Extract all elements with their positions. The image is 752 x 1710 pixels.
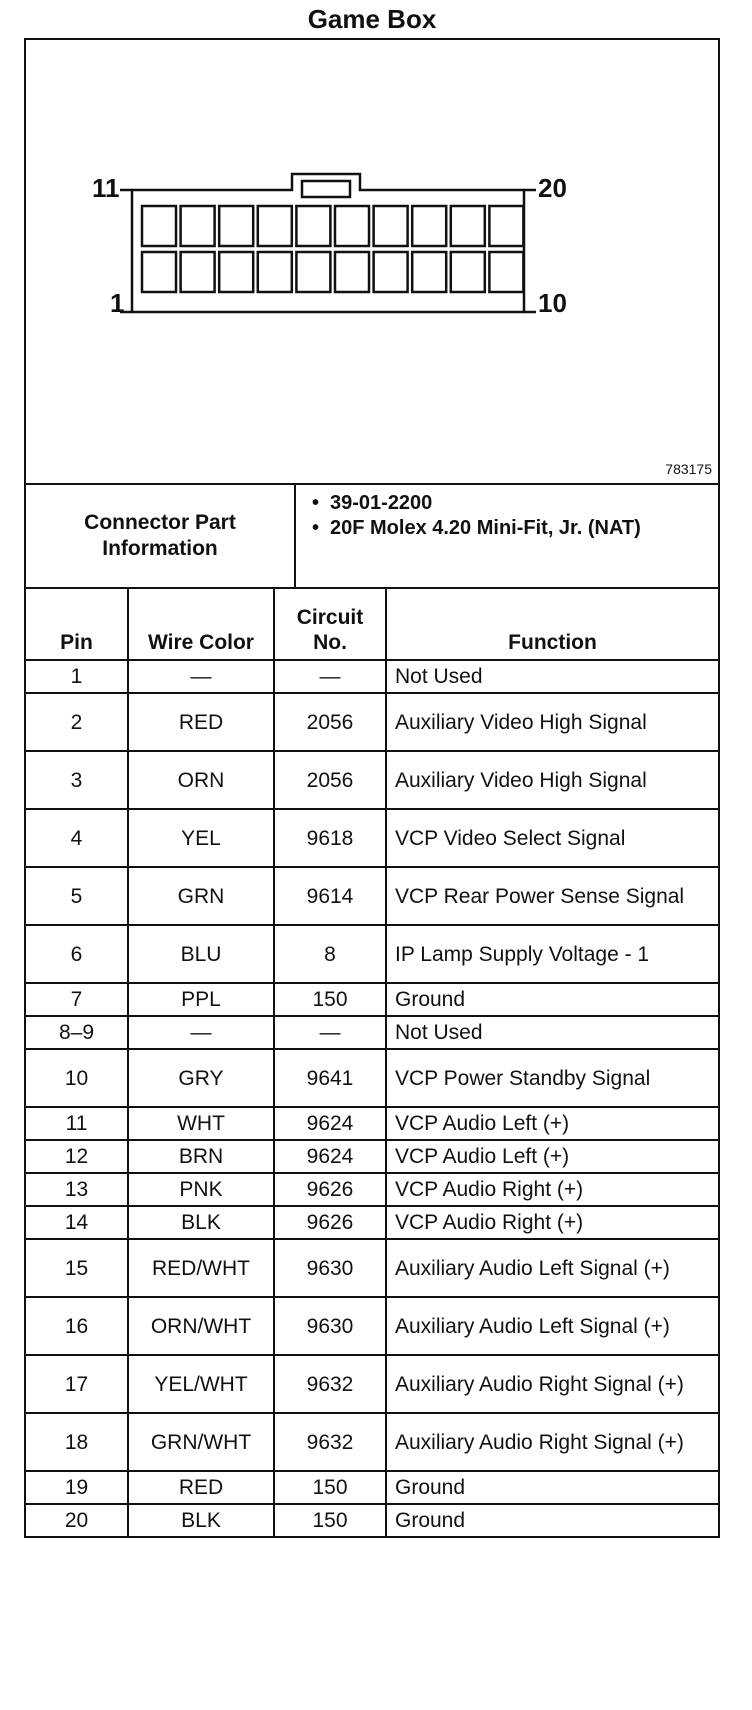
pin-cavity [335,206,369,246]
cell-pin: 16 [26,1297,128,1355]
connector-diagram [26,40,718,485]
cell-pin: 2 [26,693,128,751]
cell-pin: 18 [26,1413,128,1471]
cell-function: Not Used [386,1016,718,1049]
cell-circuit-no: 9624 [274,1107,386,1140]
cell-function: VCP Audio Left (+) [386,1140,718,1173]
cell-circuit-no: 8 [274,925,386,983]
table-row [26,1239,718,1297]
cell-circuit-no: 150 [274,1471,386,1504]
cell-pin: 8–9 [26,1016,128,1049]
cell-circuit-no: 9624 [274,1140,386,1173]
figure-number: 783175 [665,461,712,477]
cell-wire-color: GRN [128,867,274,925]
pin-cavity [412,252,446,292]
pin-label-11: 11 [92,173,120,203]
pin-cavity [412,206,446,246]
cell-wire-color: ORN/WHT [128,1297,274,1355]
cell-circuit-no: 9614 [274,867,386,925]
table-row [26,809,718,867]
cell-circuit-no: — [274,1016,386,1049]
cell-function: Ground [386,983,718,1016]
cell-wire-color: GRN/WHT [128,1413,274,1471]
cell-circuit-no: 150 [274,983,386,1016]
cell-wire-color: BLK [128,1206,274,1239]
cell-function: Auxiliary Audio Left Signal (+) [386,1297,718,1355]
cell-pin: 12 [26,1140,128,1173]
cell-pin: 5 [26,867,128,925]
connector-part-information [26,485,718,589]
pin-cavity [219,206,253,246]
connector-face-drawing [26,40,718,481]
cell-wire-color: YEL [128,809,274,867]
cell-pin: 10 [26,1049,128,1107]
pin-cavity [451,206,485,246]
cell-function: Auxiliary Video High Signal [386,693,718,751]
table-row [26,1049,718,1107]
connector-part-number: • 39-01-2200 [330,491,706,516]
pin-cavity [181,252,215,292]
cell-function: VCP Audio Right (+) [386,1206,718,1239]
table-row [26,1016,718,1049]
table-row [26,983,718,1016]
cell-pin: 19 [26,1471,128,1504]
pin-cavity [451,252,485,292]
cell-wire-color: RED [128,693,274,751]
header-function: Function [386,589,718,660]
pin-cavity [374,206,408,246]
page-title: Game Box [307,4,437,34]
cell-function: VCP Rear Power Sense Signal [386,867,718,925]
pin-cavity [142,252,176,292]
header-pin: Pin [26,589,128,660]
table-row [26,867,718,925]
pin-cavity [296,252,330,292]
connector-sheet [24,38,720,1538]
pinout-table [26,589,718,1536]
connector-info-label: Connector Part Information [26,485,296,587]
cell-pin: 13 [26,1173,128,1206]
cell-circuit-no: 2056 [274,751,386,809]
cell-function: VCP Audio Right (+) [386,1173,718,1206]
table-row [26,751,718,809]
table-row [26,1504,718,1536]
pin-cavity [142,206,176,246]
cell-circuit-no: 9632 [274,1413,386,1471]
cell-circuit-no: 9630 [274,1297,386,1355]
cell-function: VCP Video Select Signal [386,809,718,867]
cell-wire-color: BLK [128,1504,274,1536]
cell-circuit-no: 9641 [274,1049,386,1107]
cell-wire-color: PNK [128,1173,274,1206]
cell-wire-color: ORN [128,751,274,809]
cell-circuit-no: 2056 [274,693,386,751]
cell-function: IP Lamp Supply Voltage - 1 [386,925,718,983]
table-row [26,1140,718,1173]
cell-function: Auxiliary Audio Left Signal (+) [386,1239,718,1297]
cell-wire-color: RED [128,1471,274,1504]
header-wire-color: Wire Color [128,589,274,660]
cell-pin: 6 [26,925,128,983]
cell-pin: 15 [26,1239,128,1297]
connector-latch [302,181,350,197]
table-row [26,660,718,693]
cell-function: VCP Audio Left (+) [386,1107,718,1140]
header-circuit-no: Circuit No. [274,589,386,660]
pin-cavity [181,206,215,246]
table-row [26,1355,718,1413]
cell-function: Auxiliary Video High Signal [386,751,718,809]
pin-label-1: 1 [110,288,125,318]
table-row [26,1107,718,1140]
cell-function: Auxiliary Audio Right Signal (+) [386,1413,718,1471]
cell-wire-color: RED/WHT [128,1239,274,1297]
pin-cavity [489,252,523,292]
cell-function: Ground [386,1504,718,1536]
connector-description: • 20F Molex 4.20 Mini-Fit, Jr. (NAT) [330,516,706,541]
cell-pin: 7 [26,983,128,1016]
table-row [26,1297,718,1355]
pin-label-20: 20 [538,173,567,203]
table-row [26,1471,718,1504]
cell-pin: 1 [26,660,128,693]
pin-cavity [489,206,523,246]
cell-circuit-no: 9632 [274,1355,386,1413]
cell-circuit-no: — [274,660,386,693]
cell-wire-color: GRY [128,1049,274,1107]
cell-function: Ground [386,1471,718,1504]
table-row [26,1173,718,1206]
cell-function: Auxiliary Audio Right Signal (+) [386,1355,718,1413]
cell-pin: 20 [26,1504,128,1536]
cell-wire-color: BLU [128,925,274,983]
cell-wire-color: YEL/WHT [128,1355,274,1413]
cell-wire-color: BRN [128,1140,274,1173]
cell-pin: 14 [26,1206,128,1239]
pin-label-10: 10 [538,288,567,318]
cell-function: VCP Power Standby Signal [386,1049,718,1107]
cell-pin: 11 [26,1107,128,1140]
pin-cavity [335,252,369,292]
table-header-row [26,589,718,660]
table-row [26,693,718,751]
cell-circuit-no: 9618 [274,809,386,867]
table-row [26,1206,718,1239]
connector-info-values [296,485,718,587]
cell-wire-color: PPL [128,983,274,1016]
pin-cavity [219,252,253,292]
cell-circuit-no: 9626 [274,1173,386,1206]
cell-pin: 17 [26,1355,128,1413]
cell-wire-color: — [128,660,274,693]
cell-pin: 3 [26,751,128,809]
cell-pin: 4 [26,809,128,867]
pin-cavity [374,252,408,292]
cell-wire-color: — [128,1016,274,1049]
cell-circuit-no: 150 [274,1504,386,1536]
pin-cavity [296,206,330,246]
cell-circuit-no: 9630 [274,1239,386,1297]
table-row [26,925,718,983]
pin-cavity [258,252,292,292]
pin-cavity [258,206,292,246]
cell-circuit-no: 9626 [274,1206,386,1239]
cell-wire-color: WHT [128,1107,274,1140]
table-row [26,1413,718,1471]
cell-function: Not Used [386,660,718,693]
